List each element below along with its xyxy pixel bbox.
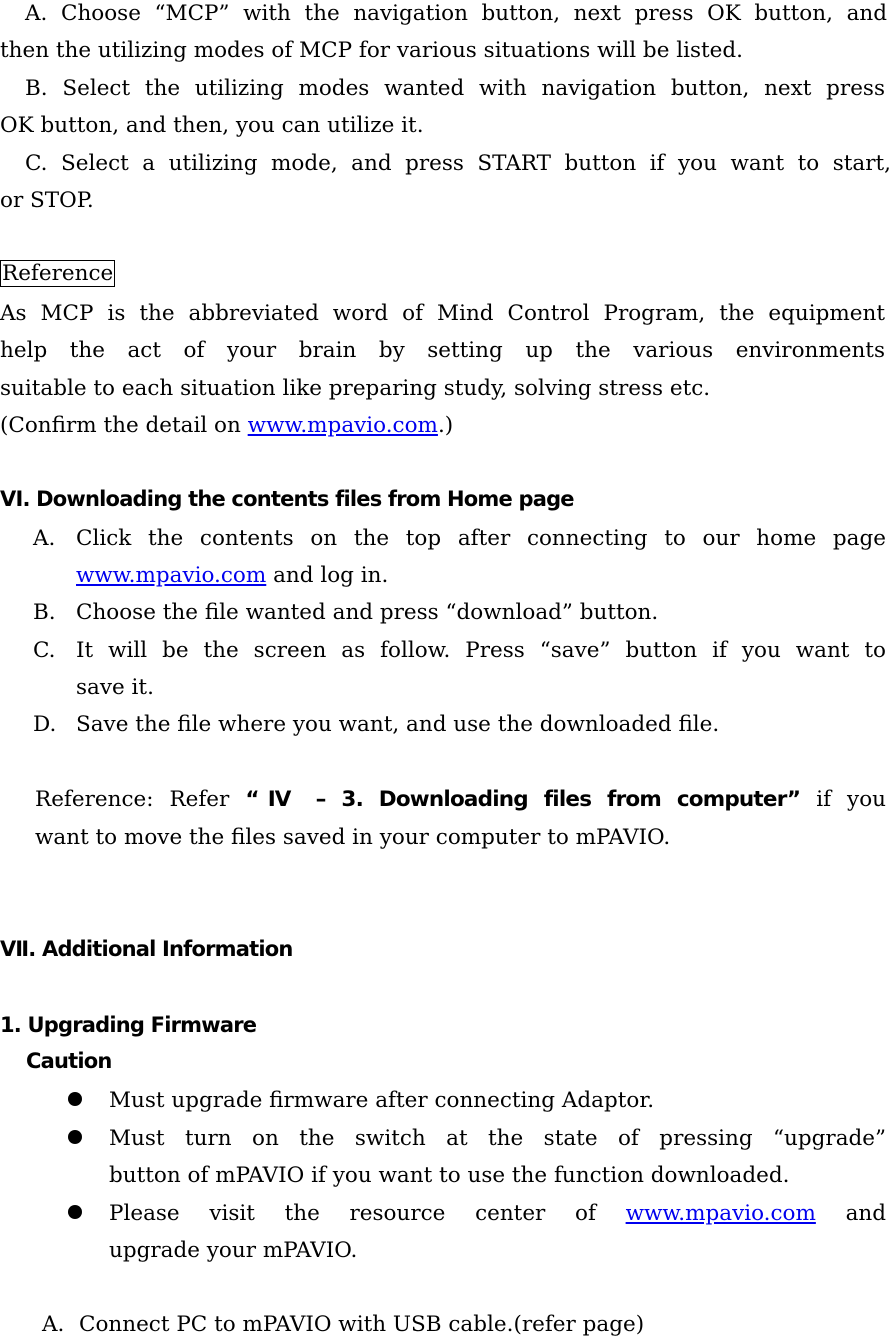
caution-bullet-2-line1: Must turn on the switch at the state of pressing “upgrade” [109,1126,886,1151]
section6-a-line1: Click the contents on the top after connecting to our home page [76,526,886,551]
section6-ref-bold: “Ⅳ – 3. Downloading files from computer” [245,787,801,812]
caution-bullet-3-suffix: and [815,1201,886,1226]
reference-label [0,261,115,287]
caution-bullet-2-line2: button of mPAVIO if you want to use the function downloaded. [109,1163,790,1188]
mcp-step-c-line2: or STOP. [0,188,94,213]
bullet-dot-1 [68,1092,82,1106]
section6-home-link[interactable]: www.mpavio.com [76,563,267,588]
mpavio-link[interactable]: www.mpavio.com [247,413,438,438]
bullet-dot-2 [68,1130,82,1144]
section6-heading: VI. Downloading the contents files from Home page [0,487,574,511]
section6-c-line2: save it. [76,675,154,700]
reference-line2: help the act of your brain by setting up the various environments [0,338,885,363]
section6-b-marker: B. [33,600,56,625]
section6-reference-line1 [35,787,886,813]
section6-reference-line2: want to move the files saved in your computer to mPAVIO. [35,825,671,850]
caution-bullet-3-prefix: Please visit the resource center of [109,1201,626,1226]
caution-bullet-3-line1 [109,1201,886,1227]
firmware-subheading: 1. Upgrading Firmware [0,1013,257,1037]
reference-line1: As MCP is the abbreviated word of Mind Control Program, the equipment [0,301,885,326]
section6-c-marker: C. [33,638,56,663]
section7-heading: Ⅶ. Additional Information [0,937,293,961]
caution-bullet-1: Must upgrade firmware after connecting Adaptor. [109,1088,655,1113]
resource-center-link[interactable]: www.mpavio.com [625,1201,816,1226]
mcp-step-a-line1: A. Choose “MCP” with the navigation button, next press OK button, and [25,1,887,26]
section6-b-text: Choose the file wanted and press “download” button. [76,600,659,625]
section6-c-line1: It will be the screen as follow. Press “save” button if you want to [76,638,886,663]
section6-a-line2 [76,563,388,589]
firmware-step-a-text: Connect PC to mPAVIO with USB cable.(refer page) [79,1312,645,1337]
reference-line3: suitable to each situation like preparing study, solving stress etc. [0,376,711,401]
mcp-step-a-line2: then the utilizing modes of MCP for various situations will be listed. [0,38,743,63]
section6-ref-suffix: if you [800,787,886,812]
mcp-step-b-line1: B. Select the utilizing modes wanted with navigation button, next press [25,76,885,101]
bullet-dot-3 [68,1205,82,1219]
section6-a-line2-suffix: and log in. [266,563,389,588]
reference-line4 [0,413,453,439]
section6-a-marker: A. [33,526,56,551]
firmware-step-a-marker: A. [42,1312,65,1337]
reference-line4-prefix: (Confirm the detail on [0,413,248,438]
section6-d-marker: D. [33,712,57,737]
caution-label: Caution [26,1049,112,1073]
caution-bullet-3-line2: upgrade your mPAVIO. [109,1238,358,1263]
reference-line4-suffix: .) [437,413,454,438]
section6-ref-prefix: Reference: Refer [35,787,246,812]
mcp-step-c-line1: C. Select a utilizing mode, and press START button if you want to start, [25,151,891,176]
section6-d-text: Save the file where you want, and use the downloaded file. [76,712,720,737]
reference-label-box: Reference [2,261,114,286]
mcp-step-b-line2: OK button, and then, you can utilize it. [0,113,424,138]
